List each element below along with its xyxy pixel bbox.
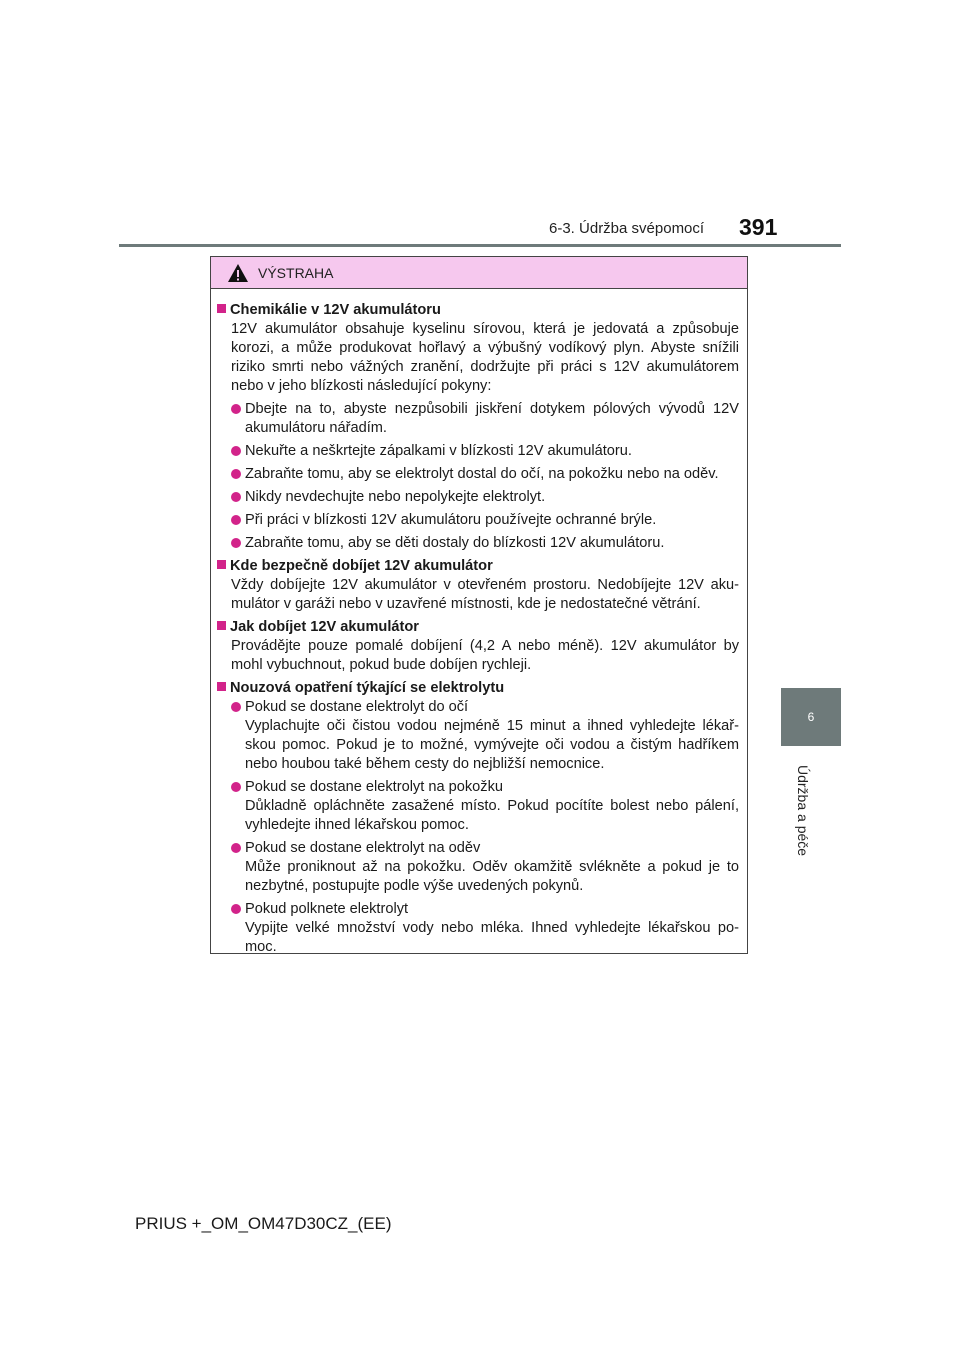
warning-section — [217, 557, 739, 614]
bullet-item — [231, 900, 739, 957]
bullet-item — [231, 534, 739, 553]
circle-bullet-icon — [231, 404, 241, 414]
bullet-item — [231, 465, 739, 484]
section-paragraph: Provádějte pouze pomalé dobíjení (4,2 A nebo méně). 12V akumulátor by mohl vybuchnout, pokud bude dobíjen rychleji. — [231, 638, 739, 673]
circle-bullet-icon — [231, 702, 241, 712]
warning-section — [217, 679, 739, 957]
warning-body — [211, 289, 747, 957]
bullet-text: Pokud se dostane elektrolyt na pokožku Důkladně opláchněte zasažené místo. Pokud pocítíte bolest nebo pálení, vyhledejte ihned lékařskou pomoc. — [245, 779, 739, 833]
header-rule — [119, 244, 841, 247]
circle-bullet-icon — [231, 492, 241, 502]
circle-bullet-icon — [231, 446, 241, 456]
section-title — [217, 301, 739, 320]
square-bullet-icon — [217, 682, 226, 691]
page-number: 391 — [739, 214, 778, 240]
bullet-text: Při práci v blízkosti 12V akumulátoru používejte ochranné brýle. — [245, 512, 657, 528]
section-title — [217, 618, 739, 637]
bullet-item — [231, 442, 739, 461]
warning-title: VÝSTRAHA — [258, 264, 334, 281]
square-bullet-icon — [217, 560, 226, 569]
bullet-item — [231, 698, 739, 774]
bullet-text: Zabraňte tomu, aby se děti dostaly do blízkosti 12V akumulátoru. — [245, 535, 665, 551]
bullet-text: Pokud se dostane elektrolyt na oděv Může proniknout až na pokožku. Oděv okamžitě svlékněte a pokud je to nezbytné, postupujte podle výše uvedených pokynů. — [245, 840, 739, 894]
bullet-text: Pokud polknete elektrolyt Vypijte velké množství vody nebo mléka. Ihned vyhledejte lékařskou po-moc. — [245, 901, 739, 955]
bullet-item — [231, 488, 739, 507]
section-title-text: Jak dobíjet 12V akumulátor — [230, 619, 419, 635]
footer-document-code: PRIUS +_OM_OM47D30CZ_(EE) — [135, 1214, 392, 1233]
warning-box — [210, 256, 748, 954]
circle-bullet-icon — [231, 469, 241, 479]
section-title-text: Chemikálie v 12V akumulátoru — [230, 302, 441, 318]
bullet-item — [231, 839, 739, 896]
circle-bullet-icon — [231, 904, 241, 914]
bullet-text: Nikdy nevdechujte nebo nepolykejte elektrolyt. — [245, 489, 546, 505]
circle-bullet-icon — [231, 515, 241, 525]
warning-section — [217, 618, 739, 675]
bullet-item — [231, 400, 739, 438]
circle-bullet-icon — [231, 843, 241, 853]
section-paragraph: Vždy dobíjejte 12V akumulátor v otevřeném prostoru. Nedobíjejte 12V aku-mulátor v garáži nebo v uzavřené místnosti, kde je nedostatečné větrání. — [231, 577, 739, 612]
circle-bullet-icon — [231, 782, 241, 792]
section-title — [217, 679, 739, 698]
warning-section — [217, 301, 739, 553]
square-bullet-icon — [217, 304, 226, 313]
section-paragraph: 12V akumulátor obsahuje kyselinu sírovou, která je jedovatá a způsobuje korozi, a může produkovat hořlavý a výbušný vodíkový plyn. Abyste snížili riziko smrti nebo vážných zranění, dodržujte při práci s 12V akumulátorem nebo v jeho blízkosti následující pokyny: — [231, 321, 739, 394]
section-title-text: Kde bezpečně dobíjet 12V akumulátor — [230, 558, 493, 574]
bullet-item — [231, 511, 739, 530]
header-section-title: 6-3. Údržba svépomocí — [549, 220, 705, 237]
section-title-text: Nouzová opatření týkající se elektrolytu — [230, 680, 505, 696]
bullet-text: Zabraňte tomu, aby se elektrolyt dostal do očí, na pokožku nebo na oděv. — [245, 466, 719, 482]
bullet-text: Dbejte na to, abyste nezpůsobili jiskření dotykem pólových vývodů 12V akumulátoru nářadím. — [245, 401, 739, 436]
bullet-item — [231, 778, 739, 835]
square-bullet-icon — [217, 621, 226, 630]
section-title — [217, 557, 739, 576]
chapter-tab-label: Údržba a péče — [795, 765, 811, 857]
warning-header — [211, 257, 747, 289]
bullet-text: Nekuřte a neškrtejte zápalkami v blízkosti 12V akumulátoru. — [245, 443, 632, 459]
chapter-tab — [781, 688, 841, 746]
chapter-tab-number: 6 — [807, 710, 815, 724]
circle-bullet-icon — [231, 538, 241, 548]
bullet-text: Pokud se dostane elektrolyt do očí Vyplachujte oči čistou vodou nejméně 15 minut a ihned vyhledejte lékař-skou pomoc. Pokud je to možné, vymývejte oči vodou a čistým hadříkem nebo houbou také během cesty do nejbližší nemocnice. — [245, 699, 739, 772]
warning-triangle-icon — [227, 263, 249, 283]
